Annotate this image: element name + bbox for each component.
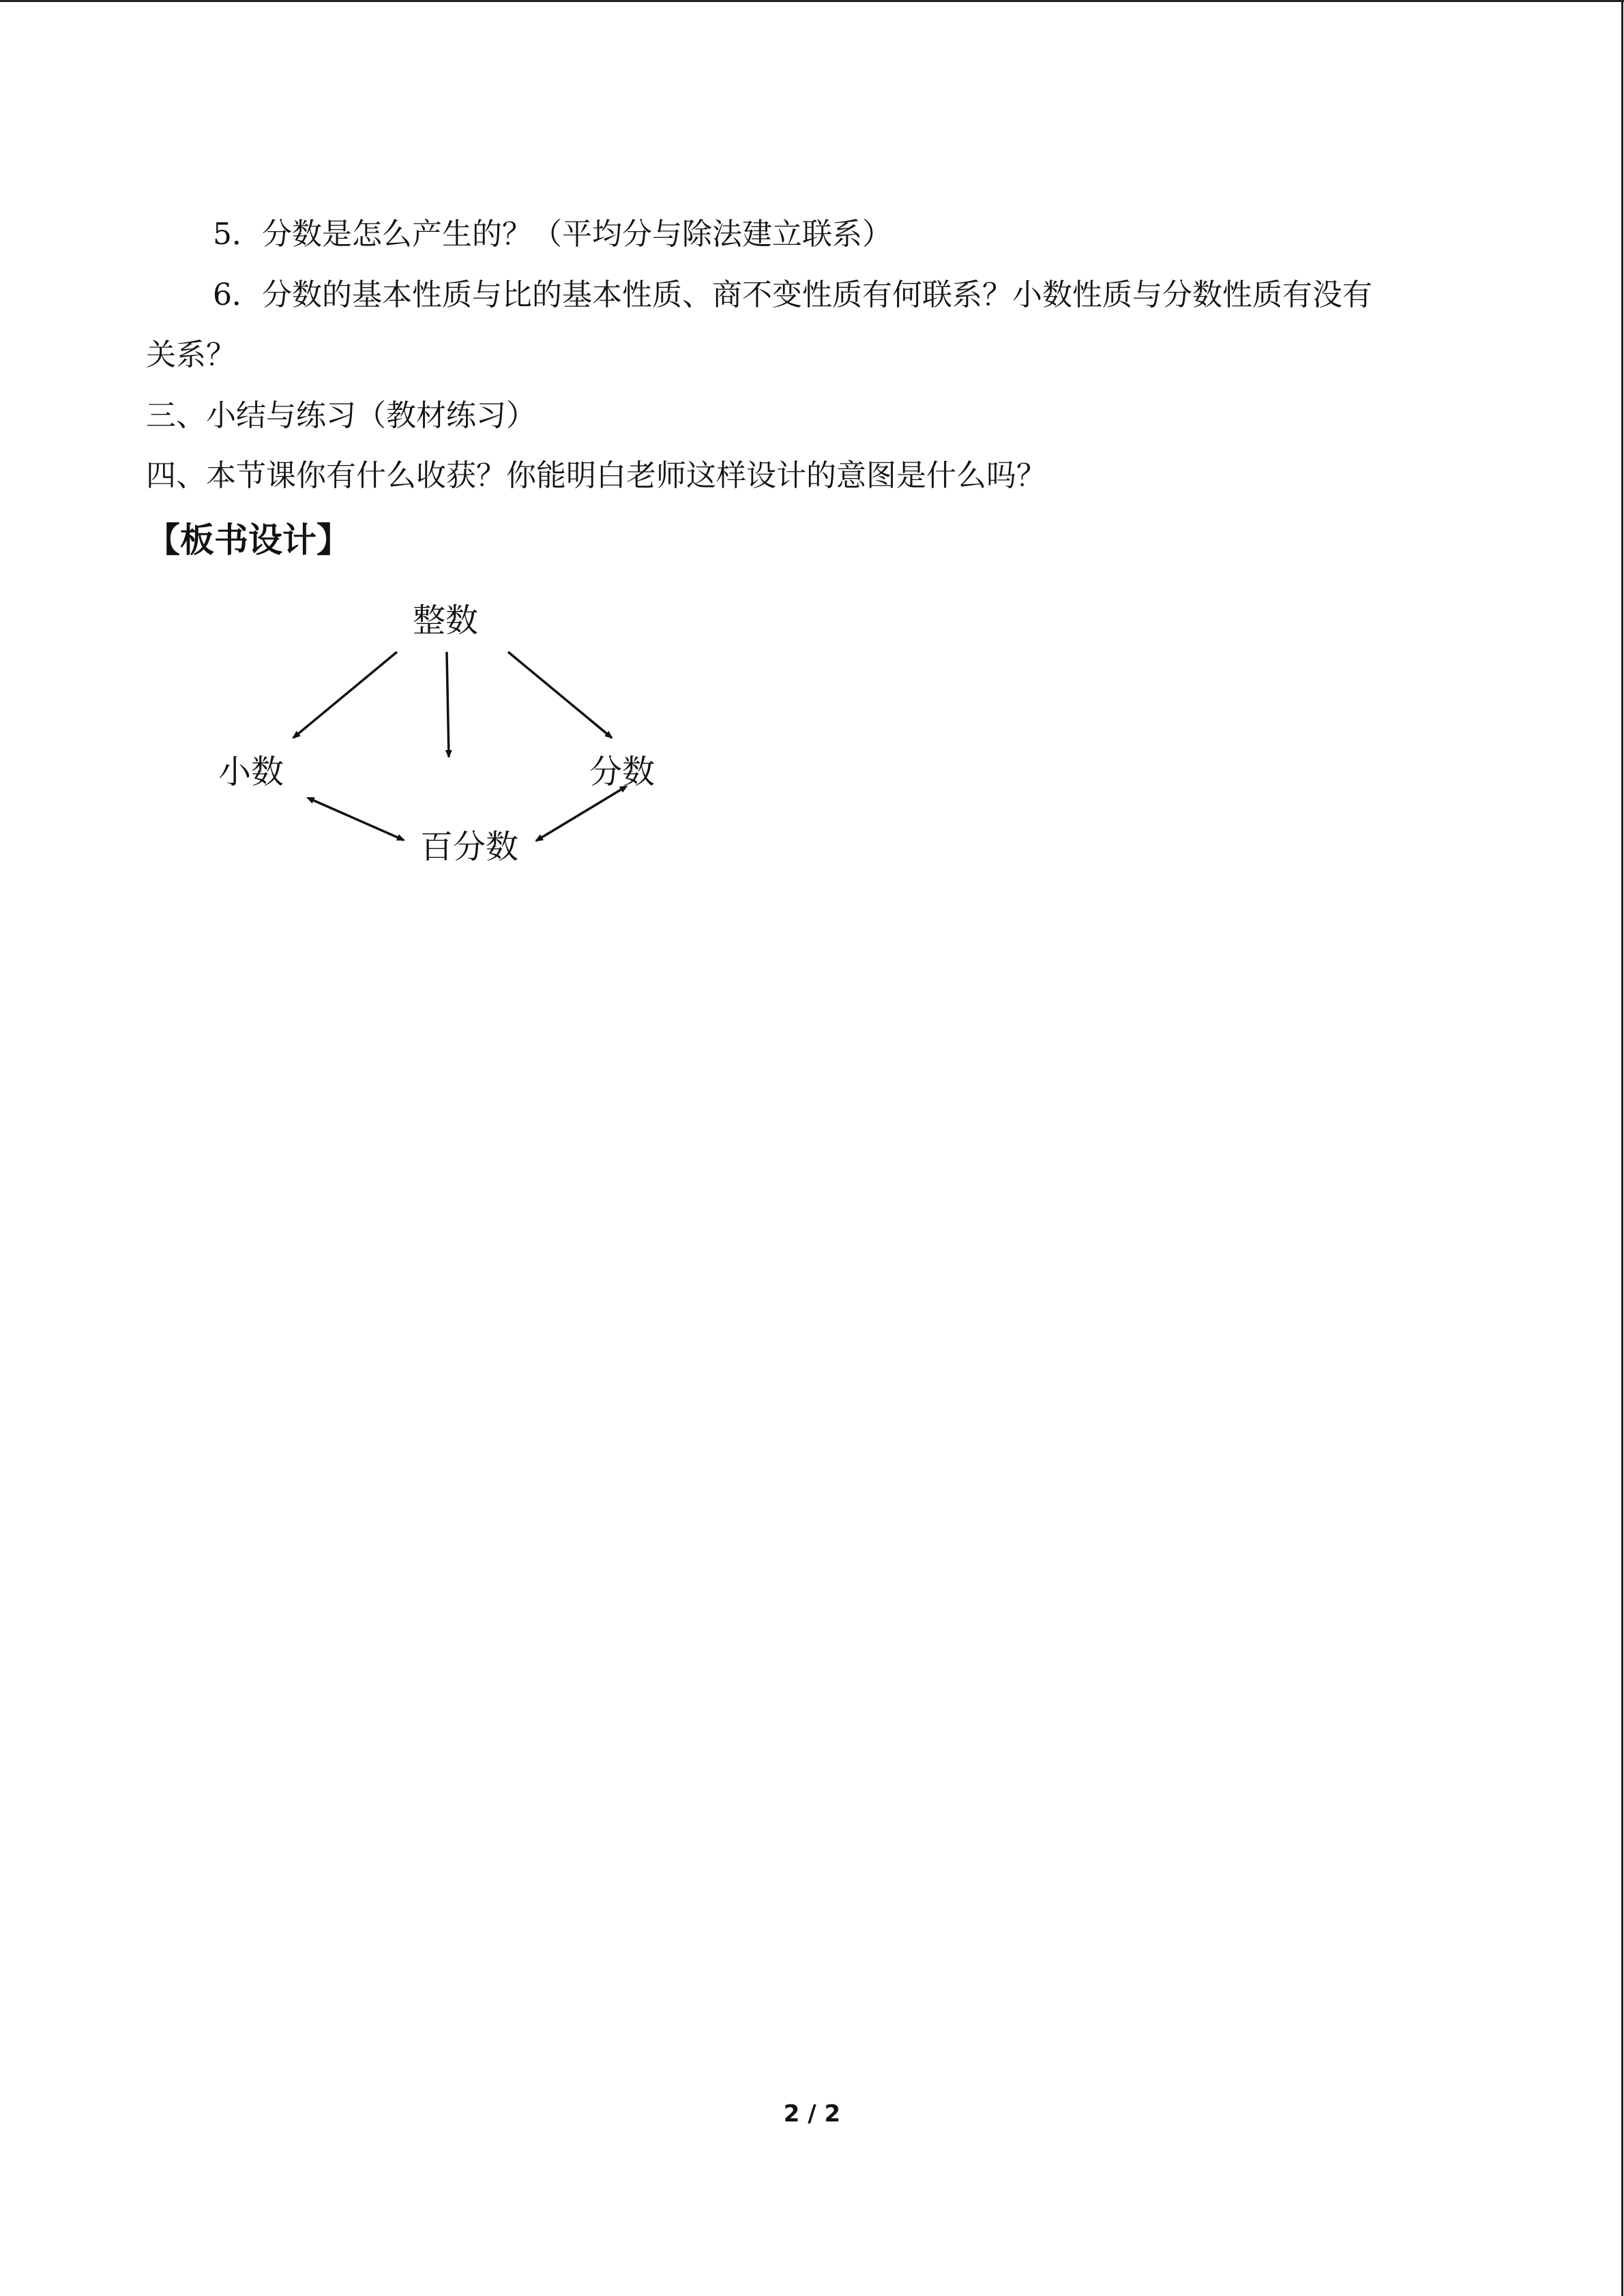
number-relationship-diagram [205, 586, 682, 873]
page-top-border [0, 0, 1624, 2]
page-right-border [1621, 0, 1623, 2296]
node-percent: 百分数 [420, 828, 519, 866]
arrow-integer-to-fraction [508, 652, 612, 738]
arrow-integer-down [447, 652, 449, 757]
section-4-reflection: 四、本节课你有什么收获？你能明白老师这样设计的意图是什么吗？ [146, 458, 1046, 493]
node-decimal: 小数 [218, 753, 284, 791]
item-6-line-2: 关系？ [146, 338, 236, 372]
board-design-heading: 【板书设计】 [146, 520, 351, 560]
node-fraction: 分数 [589, 753, 655, 791]
section-3-summary-practice: 三、小结与练习（教材练习） [146, 398, 536, 433]
node-integer: 整数 [413, 601, 479, 640]
arrow-integer-to-decimal [293, 652, 397, 738]
item-6-line-1: 6．分数的基本性质与比的基本性质、商不变性质有何联系？小数性质与分数性质有没有 [213, 278, 1372, 312]
arrow-decimal-percent [312, 800, 404, 840]
page-number: 2 / 2 [783, 2100, 841, 2128]
arrow-fraction-percent [536, 789, 622, 841]
item-5: 5．分数是怎么产生的？（平均分与除法建立联系） [213, 217, 892, 252]
